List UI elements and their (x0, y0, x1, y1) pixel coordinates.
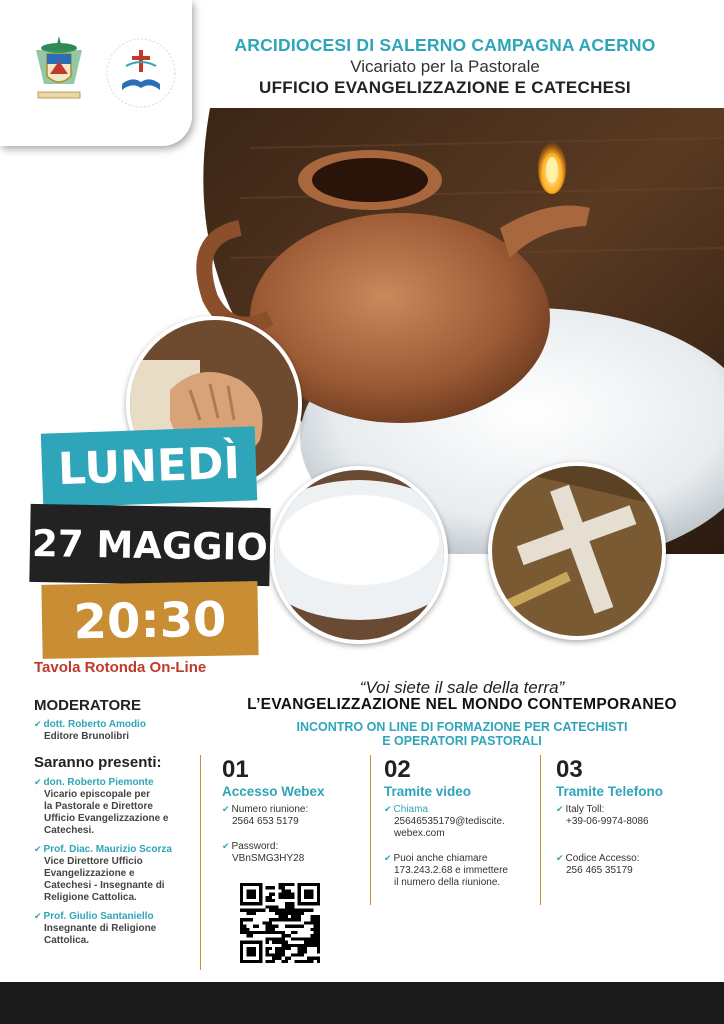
logo-card (0, 0, 192, 146)
speaker-name: Prof. Giulio Santaniello (43, 911, 154, 922)
info-value: VBnSMG3HY28 (232, 853, 305, 864)
speaker-desc: Vicario episcopale per (44, 789, 150, 800)
catechesis-logo-icon (104, 36, 178, 110)
info-item (222, 803, 362, 828)
speaker-desc: Insegnante di Religione (44, 923, 157, 934)
check-icon: ✔ (222, 804, 230, 814)
qr-code-icon[interactable] (240, 883, 320, 963)
info-value: il numero della riunione. (394, 877, 501, 888)
info-label: Italy Toll: (565, 804, 605, 815)
info-label: Codice Accesso: (565, 853, 640, 864)
speakers-heading: Saranno presenti: (34, 754, 162, 771)
info-value: 173.243.2.68 e immettere (394, 865, 508, 876)
event-date: 27 MAGGIO (29, 504, 270, 586)
info-value: 2564 653 5179 (232, 816, 299, 827)
moderator-role: Editore Brunolibri (44, 731, 129, 742)
moderator-section (34, 697, 194, 743)
speaker-desc: Catechesi - Insegnante di (44, 880, 165, 891)
speaker-name: don. Roberto Piemonte (43, 777, 154, 788)
quote: “Voi siete il sale della terra” (359, 678, 565, 697)
info-label: Password: (231, 841, 279, 852)
divider (200, 755, 201, 970)
speaker-entry (34, 910, 199, 947)
subtitle (200, 720, 724, 748)
step-number: 02 (384, 756, 411, 783)
check-icon: ✔ (34, 719, 42, 729)
moderator-name: dott. Roberto Amodio (43, 719, 146, 730)
check-icon: ✔ (556, 804, 564, 814)
event-day: LUNEDÌ (41, 426, 257, 507)
info-value[interactable]: webex.com (394, 828, 445, 839)
info-item (384, 803, 534, 840)
event-format: Tavola Rotonda On-Line (34, 659, 207, 676)
step-title: Tramite Telefono (556, 784, 664, 799)
office-name: UFFICIO EVANGELIZZAZIONE E CATECHESI (259, 78, 631, 97)
speaker-desc: Religione Cattolica. (44, 892, 137, 903)
divider (370, 755, 371, 905)
info-item (384, 852, 534, 889)
video-column (384, 756, 534, 889)
speakers-section (34, 754, 199, 947)
speaker-entry (34, 843, 199, 904)
info-value: +39-06-9974-8086 (566, 816, 649, 827)
speaker-entry (34, 776, 199, 837)
speaker-desc: Vice Direttore Ufficio (44, 856, 143, 867)
event-time: 20:30 (41, 581, 258, 659)
check-icon: ✔ (384, 804, 392, 814)
check-icon: ✔ (34, 844, 42, 854)
check-icon: ✔ (34, 911, 42, 921)
main-title: L’EVANGELIZZAZIONE NEL MONDO CONTEMPORANEO (247, 696, 677, 713)
speaker-desc: Catechesi. (44, 825, 95, 836)
webex-column (222, 756, 362, 865)
info-label: Chiama (393, 804, 429, 815)
subtitle-line-1: INCONTRO ON LINE DI FORMAZIONE PER CATECHISTI (296, 720, 628, 734)
info-value: 256 465 35179 (566, 865, 633, 876)
step-title: Tramite video (384, 784, 472, 799)
speaker-desc: Evangelizzazione e (44, 868, 135, 879)
speaker-name: Prof. Diac. Maurizio Scorza (43, 844, 172, 855)
footer-bar (0, 982, 724, 1024)
check-icon: ✔ (222, 841, 230, 851)
info-item (556, 803, 706, 828)
phone-column (556, 756, 706, 877)
check-icon: ✔ (34, 777, 42, 787)
subtitle-line-2: E OPERATORI PASTORALI (382, 734, 542, 748)
moderator-entry (34, 718, 194, 743)
vicariate-name: Vicariato per la Pastorale (350, 57, 540, 76)
step-title: Accesso Webex (222, 784, 325, 799)
header (200, 34, 690, 99)
moderator-heading: MODERATORE (34, 697, 141, 714)
speaker-desc: la Pastorale e Direttore (44, 801, 153, 812)
salt-cross-photo (488, 462, 666, 640)
coat-of-arms-icon (30, 34, 88, 108)
check-icon: ✔ (384, 853, 392, 863)
organization-name: ARCIDIOCESI DI SALERNO CAMPAGNA ACERNO (234, 35, 656, 55)
check-icon: ✔ (556, 853, 564, 863)
step-number: 03 (556, 756, 583, 783)
speaker-desc: Ufficio Evangelizzazione e (44, 813, 169, 824)
salt-photo (270, 466, 448, 644)
info-value[interactable]: 25646535179@tediscite. (394, 816, 505, 827)
step-number: 01 (222, 756, 249, 783)
info-label: Numero riunione: (231, 804, 309, 815)
info-label: Puoi anche chiamare (393, 853, 488, 864)
speaker-desc: Cattolica. (44, 935, 90, 946)
info-item (556, 852, 706, 877)
divider (540, 755, 541, 905)
info-item (222, 840, 362, 865)
